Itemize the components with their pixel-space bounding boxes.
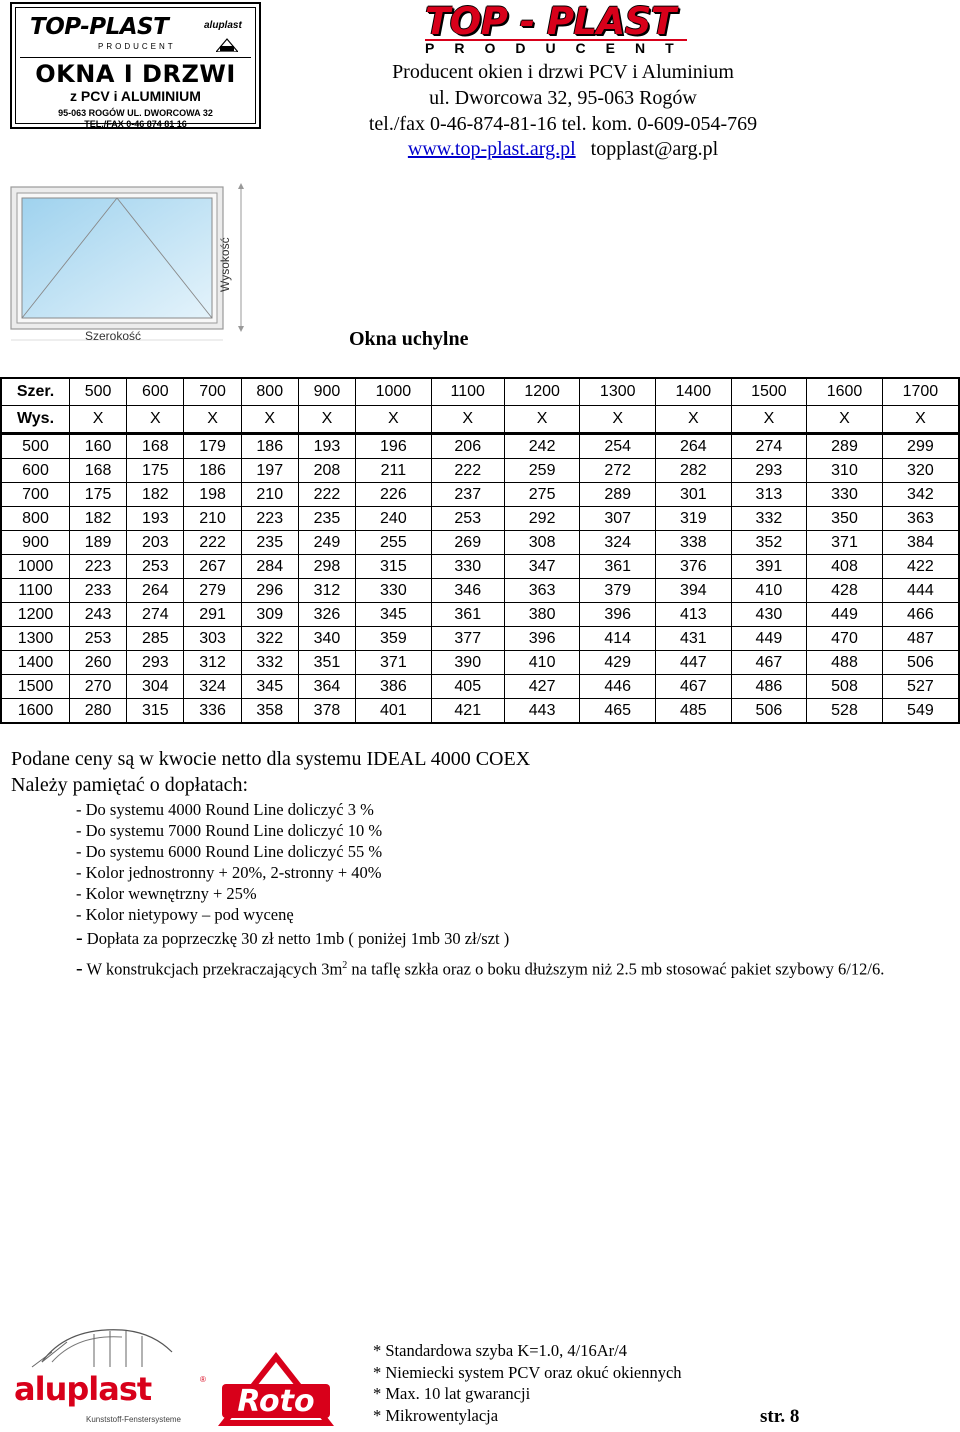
price-cell: 361 (431, 603, 504, 627)
glass-note-before: W konstrukcjach przekraczających 3m (86, 959, 343, 979)
price-cell: 237 (431, 483, 504, 507)
width-header-cell: 1100 (431, 378, 504, 406)
price-cell: 296 (241, 579, 298, 603)
price-cell: 223 (241, 507, 298, 531)
price-cell: 289 (580, 483, 656, 507)
price-cell: 427 (504, 675, 580, 699)
price-cell: 193 (298, 434, 355, 459)
price-cell: 175 (127, 459, 184, 483)
price-cell: 299 (882, 434, 959, 459)
price-cell: 210 (184, 507, 241, 531)
width-header-cell: 1000 (356, 378, 432, 406)
price-cell: 293 (127, 651, 184, 675)
svg-text:®: ® (200, 1375, 206, 1384)
width-header-label: Szer. (1, 378, 70, 406)
height-cell: 1600 (1, 699, 70, 724)
price-cell: 396 (504, 627, 580, 651)
price-cell: 320 (882, 459, 959, 483)
footer-line: * Standardowa szyba K=1.0, 4/16Ar/4 (373, 1341, 628, 1360)
price-cell: 408 (807, 555, 883, 579)
price-cell: 336 (184, 699, 241, 724)
price-cell: 380 (504, 603, 580, 627)
price-cell: 364 (298, 675, 355, 699)
price-cell: 384 (882, 531, 959, 555)
price-cell: 160 (70, 434, 127, 459)
x-marker-cell: X (298, 406, 355, 434)
price-cell: 488 (807, 651, 883, 675)
price-cell: 466 (882, 603, 959, 627)
crossbar-text: Dopłata za poprzeczkę 30 zł netto 1mb ( poniżej 1mb 30 zł/szt ) (86, 929, 510, 948)
logo-producent: PRODUCENT (98, 42, 176, 51)
price-cell: 449 (731, 627, 807, 651)
x-marker-cell: X (580, 406, 656, 434)
width-header-cell: 1500 (731, 378, 807, 406)
x-marker-cell: X (431, 406, 504, 434)
price-cell: 289 (807, 434, 883, 459)
svg-text:aluplast: aluplast (14, 1370, 152, 1408)
price-cell: 267 (184, 555, 241, 579)
table-row (1, 434, 959, 459)
price-cell: 274 (731, 434, 807, 459)
price-cell: 421 (431, 699, 504, 724)
roto-logo (216, 1348, 336, 1428)
price-cell: 307 (580, 507, 656, 531)
price-cell: 291 (184, 603, 241, 627)
price-cell: 226 (356, 483, 432, 507)
price-cell: 485 (656, 699, 732, 724)
logo-partner: aluplast (204, 20, 242, 31)
price-cell: 470 (807, 627, 883, 651)
price-cell: 549 (882, 699, 959, 724)
price-cell: 351 (298, 651, 355, 675)
price-cell: 467 (731, 651, 807, 675)
price-cell: 240 (356, 507, 432, 531)
height-cell: 600 (1, 459, 70, 483)
price-cell: 315 (356, 555, 432, 579)
price-cell: 264 (656, 434, 732, 459)
table-row (1, 507, 959, 531)
x-marker-cell: X (882, 406, 959, 434)
price-cell: 270 (70, 675, 127, 699)
logo-subtitle: z PCV i ALUMINIUM (70, 88, 201, 104)
price-cell: 371 (356, 651, 432, 675)
price-cell: 168 (127, 434, 184, 459)
price-cell: 254 (580, 434, 656, 459)
list-dash: - (76, 957, 83, 980)
header-brand: TOP - PLAST (425, 0, 676, 43)
list-item-crossbar (76, 925, 509, 951)
price-cell: 330 (431, 555, 504, 579)
page-number: str. 8 (760, 1406, 800, 1427)
price-cell: 222 (184, 531, 241, 555)
price-cell: 326 (298, 603, 355, 627)
price-cell: 359 (356, 627, 432, 651)
width-header-cell: 1200 (504, 378, 580, 406)
list-item: - Do systemu 4000 Round Line doliczyć 3 % (76, 800, 374, 819)
price-cell: 345 (241, 675, 298, 699)
price-cell: 189 (70, 531, 127, 555)
price-cell: 444 (882, 579, 959, 603)
x-marker-cell: X (504, 406, 580, 434)
list-item: - Do systemu 6000 Round Line doliczyć 55 % (76, 842, 383, 861)
header-producent: PRODUCENT (425, 40, 694, 56)
list-item: - Kolor wewnętrzny + 25% (76, 884, 257, 903)
list-item: - Do systemu 7000 Round Line doliczyć 10 % (76, 821, 383, 840)
height-cell: 500 (1, 434, 70, 459)
table-row (1, 699, 959, 724)
height-label: Wysokość (218, 237, 232, 292)
email-text: topplast@arg.pl (590, 138, 719, 160)
price-cell: 210 (241, 483, 298, 507)
price-cell: 253 (431, 507, 504, 531)
window-glass (22, 198, 212, 318)
price-cell: 410 (731, 579, 807, 603)
x-marker-cell: X (356, 406, 432, 434)
price-cell: 203 (127, 531, 184, 555)
price-cell: 429 (580, 651, 656, 675)
x-marker-cell: X (807, 406, 883, 434)
price-cell: 506 (882, 651, 959, 675)
logo-address: 95-063 ROGÓW UL. DWORCOWA 32 (58, 108, 213, 118)
price-cell: 243 (70, 603, 127, 627)
height-cell: 1100 (1, 579, 70, 603)
width-header-cell: 500 (70, 378, 127, 406)
list-item: - Kolor nietypowy – pod wycenę (76, 905, 294, 924)
price-cell: 332 (241, 651, 298, 675)
price-cell: 182 (127, 483, 184, 507)
width-label: Szerokość (85, 329, 142, 343)
price-cell: 401 (356, 699, 432, 724)
price-cell: 377 (431, 627, 504, 651)
price-cell: 274 (127, 603, 184, 627)
price-cell: 428 (807, 579, 883, 603)
price-cell: 486 (731, 675, 807, 699)
price-cell: 361 (580, 555, 656, 579)
price-cell: 363 (882, 507, 959, 531)
price-cell: 379 (580, 579, 656, 603)
price-cell: 206 (431, 434, 504, 459)
logo-title: OKNA I DRZWI (35, 60, 236, 88)
price-cell: 222 (431, 459, 504, 483)
price-cell: 528 (807, 699, 883, 724)
price-cell: 196 (356, 434, 432, 459)
price-cell: 315 (127, 699, 184, 724)
footer-line: * Niemiecki system PCV oraz okuć okiennych (373, 1362, 682, 1382)
x-marker-cell: X (184, 406, 241, 434)
price-cell: 260 (70, 651, 127, 675)
list-dash: - (76, 927, 83, 949)
price-cell: 259 (504, 459, 580, 483)
window-diagram (8, 180, 248, 348)
price-cell: 390 (431, 651, 504, 675)
logo-brand: TOP-PLAST (30, 14, 169, 40)
price-cell: 322 (241, 627, 298, 651)
height-header-label: Wys. (1, 406, 70, 434)
price-cell: 386 (356, 675, 432, 699)
price-cell: 447 (656, 651, 732, 675)
price-cell: 446 (580, 675, 656, 699)
price-cell: 413 (656, 603, 732, 627)
width-header-cell: 600 (127, 378, 184, 406)
table-row (1, 555, 959, 579)
price-cell: 255 (356, 531, 432, 555)
price-cell: 414 (580, 627, 656, 651)
price-cell: 303 (184, 627, 241, 651)
price-cell: 324 (580, 531, 656, 555)
x-marker-cell: X (656, 406, 732, 434)
price-cell: 279 (184, 579, 241, 603)
price-cell: 186 (241, 434, 298, 459)
price-cell: 338 (656, 531, 732, 555)
width-header-cell: 700 (184, 378, 241, 406)
price-cell: 242 (504, 434, 580, 459)
table-row (1, 483, 959, 507)
price-cell: 431 (656, 627, 732, 651)
height-cell: 1500 (1, 675, 70, 699)
price-cell: 394 (656, 579, 732, 603)
width-header-cell: 1300 (580, 378, 656, 406)
price-cell: 179 (184, 434, 241, 459)
price-cell: 253 (70, 627, 127, 651)
width-header-cell: 1600 (807, 378, 883, 406)
footer-notes (373, 1340, 682, 1426)
height-cell: 1300 (1, 627, 70, 651)
price-cell: 193 (127, 507, 184, 531)
width-header-cell: 900 (298, 378, 355, 406)
price-cell: 378 (298, 699, 355, 724)
header-contact (318, 138, 808, 161)
price-cell: 371 (807, 531, 883, 555)
surcharge-list (76, 799, 509, 951)
price-cell: 168 (70, 459, 127, 483)
price-cell: 352 (731, 531, 807, 555)
price-cell: 324 (184, 675, 241, 699)
svg-text:Kunststoff-Fenstersysteme: Kunststoff-Fenstersysteme (86, 1415, 181, 1424)
glass-note (76, 955, 951, 981)
logo-tel: TEL./FAX 0-46 874 81 16 (84, 119, 187, 129)
glass-note-after: na taflę szkła oraz o boku dłuższym niż 2.5 mb stosować pakiet szybowy 6/12/6. (347, 959, 885, 979)
logo-divider (20, 57, 251, 58)
price-cell: 275 (504, 483, 580, 507)
price-cell: 508 (807, 675, 883, 699)
price-cell: 346 (431, 579, 504, 603)
price-cell: 405 (431, 675, 504, 699)
table-row (1, 627, 959, 651)
list-item: - Kolor jednostronny + 20%, 2-stronny + 40% (76, 863, 382, 882)
price-cell: 208 (298, 459, 355, 483)
price-cell: 391 (731, 555, 807, 579)
price-cell: 298 (298, 555, 355, 579)
price-cell: 312 (184, 651, 241, 675)
price-cell: 332 (731, 507, 807, 531)
price-cell: 264 (127, 579, 184, 603)
width-header-cell: 1400 (656, 378, 732, 406)
logo-inner-frame (15, 7, 256, 129)
price-cell: 345 (356, 603, 432, 627)
price-cell: 313 (731, 483, 807, 507)
price-cell: 292 (504, 507, 580, 531)
price-cell: 198 (184, 483, 241, 507)
price-cell: 396 (580, 603, 656, 627)
width-header-cell: 800 (241, 378, 298, 406)
price-cell: 235 (241, 531, 298, 555)
price-cell: 330 (356, 579, 432, 603)
price-cell: 304 (127, 675, 184, 699)
price-cell: 182 (70, 507, 127, 531)
price-cell: 280 (70, 699, 127, 724)
price-cell: 308 (504, 531, 580, 555)
table-row (1, 579, 959, 603)
price-cell: 363 (504, 579, 580, 603)
price-cell: 233 (70, 579, 127, 603)
height-cell: 1200 (1, 603, 70, 627)
aluplast-logo (12, 1322, 207, 1428)
header-line-3: tel./fax 0-46-874-81-16 tel. kom. 0-609-054-769 (368, 113, 758, 135)
header-line-1: Producent okien i drzwi PCV i Aluminium (392, 61, 734, 83)
footer-line: * Max. 10 lat gwarancji (373, 1384, 531, 1403)
width-header-cell: 1700 (882, 378, 959, 406)
price-cell: 358 (241, 699, 298, 724)
note-system: Podane ceny są w kwocie netto dla systemu IDEAL 4000 COEX (11, 748, 531, 770)
table-header-row (1, 378, 959, 406)
price-cell: 269 (431, 531, 504, 555)
note-surcharges-heading: Należy pamiętać o dopłatach: (11, 774, 249, 796)
roto-mini-icon (216, 38, 238, 52)
header-line-2: ul. Dworcowa 32, 95-063 Rogów (429, 87, 697, 109)
x-marker-cell: X (70, 406, 127, 434)
footer-line: * Mikrowentylacja (373, 1405, 499, 1425)
price-cell: 253 (127, 555, 184, 579)
price-cell: 284 (241, 555, 298, 579)
price-cell: 430 (731, 603, 807, 627)
price-cell: 443 (504, 699, 580, 724)
height-cell: 700 (1, 483, 70, 507)
price-cell: 449 (807, 603, 883, 627)
roto-logo-text: Roto (237, 1384, 315, 1419)
website-link[interactable]: www.top-plast.arg.pl (407, 138, 576, 160)
table-row (1, 459, 959, 483)
x-marker-cell: X (127, 406, 184, 434)
price-cell: 347 (504, 555, 580, 579)
table-header-row (1, 406, 959, 434)
price-cell: 465 (580, 699, 656, 724)
price-cell: 175 (70, 483, 127, 507)
price-cell: 410 (504, 651, 580, 675)
price-cell: 342 (882, 483, 959, 507)
price-cell: 506 (731, 699, 807, 724)
price-cell: 272 (580, 459, 656, 483)
price-cell: 223 (70, 555, 127, 579)
price-cell: 211 (356, 459, 432, 483)
table-row (1, 651, 959, 675)
price-cell: 312 (298, 579, 355, 603)
table-row (1, 531, 959, 555)
price-cell: 293 (731, 459, 807, 483)
table-row (1, 603, 959, 627)
height-cell: 1400 (1, 651, 70, 675)
price-cell: 222 (298, 483, 355, 507)
price-cell: 376 (656, 555, 732, 579)
price-cell: 319 (656, 507, 732, 531)
x-marker-cell: X (731, 406, 807, 434)
price-cell: 301 (656, 483, 732, 507)
price-cell: 235 (298, 507, 355, 531)
price-table (0, 377, 960, 724)
price-cell: 249 (298, 531, 355, 555)
price-cell: 197 (241, 459, 298, 483)
price-cell: 282 (656, 459, 732, 483)
price-cell: 330 (807, 483, 883, 507)
price-cell: 309 (241, 603, 298, 627)
height-cell: 1000 (1, 555, 70, 579)
table-row (1, 675, 959, 699)
price-cell: 340 (298, 627, 355, 651)
price-cell: 487 (882, 627, 959, 651)
height-cell: 800 (1, 507, 70, 531)
glass-note-sup: 2 (342, 960, 348, 971)
price-cell: 527 (882, 675, 959, 699)
price-cell: 186 (184, 459, 241, 483)
price-cell: 310 (807, 459, 883, 483)
price-cell: 285 (127, 627, 184, 651)
page-title: Okna uchylne (349, 328, 469, 350)
price-cell: 350 (807, 507, 883, 531)
x-marker-cell: X (241, 406, 298, 434)
height-cell: 900 (1, 531, 70, 555)
price-cell: 467 (656, 675, 732, 699)
company-logo-box (10, 2, 261, 129)
price-cell: 422 (882, 555, 959, 579)
